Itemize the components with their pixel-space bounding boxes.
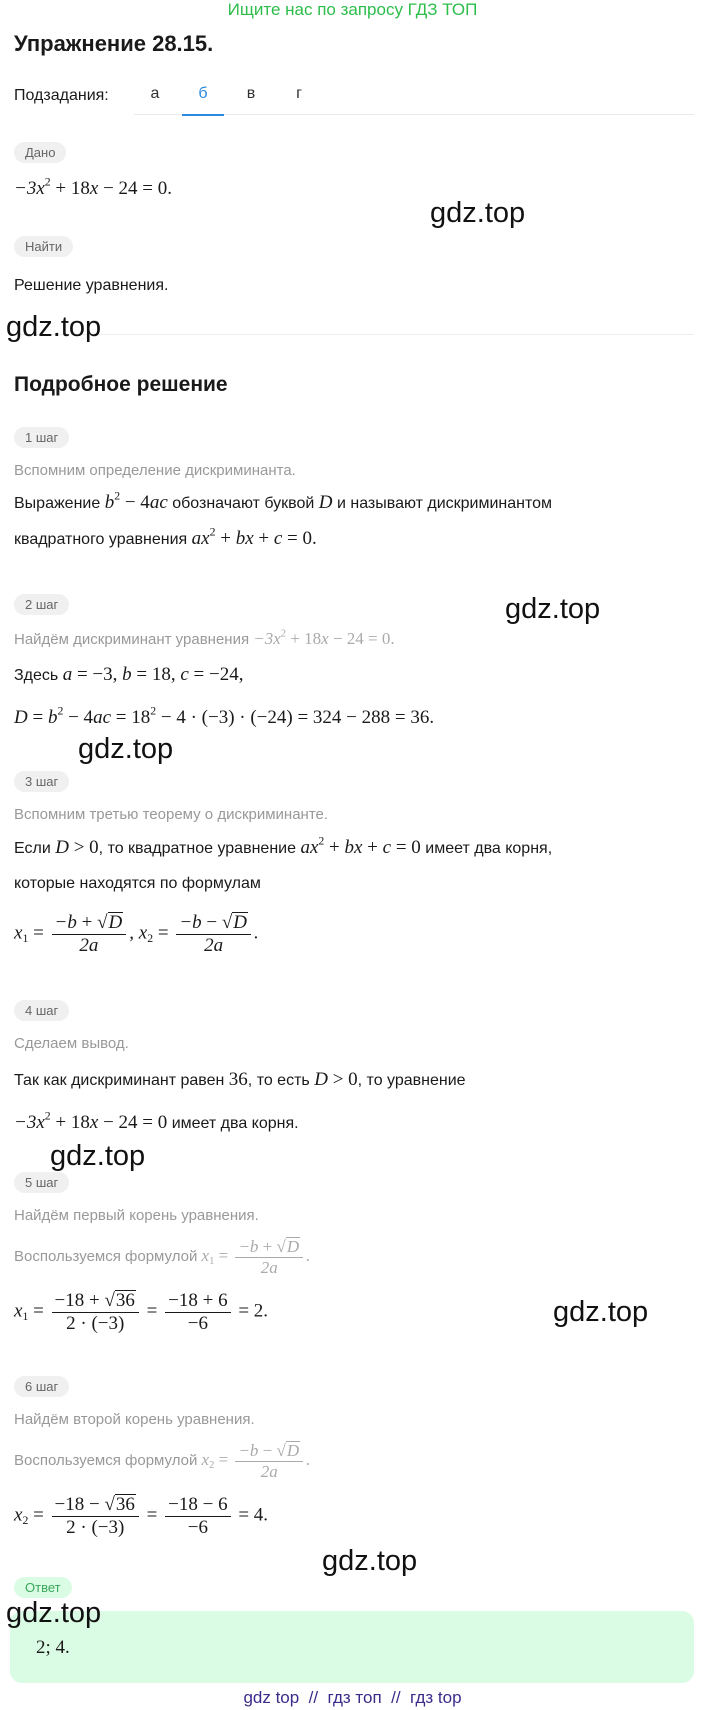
step-6-calculation: $x_2$ = $\frac{-18 - √36}{2 \cdot (-3)}$ = $\frac{-18 - 6}{-6}$ = 4. <box>14 1494 269 1538</box>
step-3-badge: 3 шаг <box>14 771 69 792</box>
tab-b[interactable]: б <box>182 85 224 103</box>
tab-g[interactable]: г <box>296 85 302 102</box>
step-2-note: Найдём дискриминант уравнения $-3x^2 + 18x - 24 = 0$. <box>14 628 395 648</box>
watermark: gdz.top <box>50 1140 146 1172</box>
solution-heading: Подробное решение <box>14 373 228 396</box>
find-text: Решение уравнения. <box>14 277 169 294</box>
watermark: gdz.top <box>322 1545 418 1577</box>
subtasks-tabs <box>134 76 694 115</box>
watermark: gdz.top <box>553 1296 649 1328</box>
step-2-coefficients: Здесь a = −3, b = 18, c = −24, <box>14 664 244 685</box>
subtasks-label: Подзадания: <box>14 87 109 104</box>
step-3-line-1: Если D > 0, то квадратное уравнение $ax^2$ + bx + c = 0 имеет два корня, <box>14 834 553 858</box>
find-badge: Найти <box>14 236 73 257</box>
step-4-badge: 4 шаг <box>14 1000 69 1021</box>
step-1-line-1: Выражение $b^2 - 4ac$ обозначают буквой D и называют дискриминантом <box>14 489 553 513</box>
watermark: gdz.top <box>78 733 174 765</box>
watermark: gdz.top <box>430 197 526 229</box>
step-4-note: Сделаем вывод. <box>14 1035 129 1052</box>
step-5-note: Найдём первый корень уравнения. <box>14 1207 259 1224</box>
given-equation: $-3x^2 + 18x - 24 = 0$. <box>14 175 172 199</box>
step-1-line-2: квадратного уравнения $ax^2$ + bx + c = 0. <box>14 525 317 549</box>
tab-a[interactable]: а <box>150 85 160 102</box>
step-3-note: Вспомним третью теорему о дискриминанте. <box>14 806 329 823</box>
step-6-badge: 6 шаг <box>14 1376 69 1397</box>
footer-links[interactable]: gdz top // гдз топ // гдз top <box>243 1688 462 1707</box>
step-4-line-1: Так как дискриминант равен 36, то есть D > 0, то уравнение <box>14 1069 466 1090</box>
top-banner[interactable]: Ищите нас по запросу ГДЗ ТОП <box>227 0 478 19</box>
step-2-discriminant: $D = b^2 - 4ac = 18^2 - 4 \cdot (-3) \cdot (-24) = 324 - 288 = 36$. <box>14 704 435 728</box>
step-2-badge: 2 шаг <box>14 594 69 615</box>
watermark: gdz.top <box>505 593 601 625</box>
step-5-formula-hint: Воспользуемся формулой $x_1$ = $\frac{-b + √D}{2a}$ . <box>14 1237 311 1277</box>
step-3-line-2: которые находятся по формулам <box>14 875 261 892</box>
step-6-formula-hint: Воспользуемся формулой $x_2$ = $\frac{-b - √D}{2a}$ . <box>14 1441 311 1481</box>
step-5-calculation: $x_1$ = $\frac{-18 + √36}{2 \cdot (-3)}$ = $\frac{-18 + 6}{-6}$ = 2. <box>14 1290 269 1334</box>
answer-badge: Ответ <box>14 1577 72 1598</box>
watermark: gdz.top <box>6 311 102 343</box>
tab-v[interactable]: в <box>246 85 256 102</box>
divider <box>14 334 694 335</box>
step-1-note: Вспомним определение дискриминанта. <box>14 462 296 479</box>
step-1-badge: 1 шаг <box>14 427 69 448</box>
step-3-root-formulas: $x_1$ = $\frac{-b + √D}{2a}$ , $x_2$ = $\frac{-b - √D}{2a}$ . <box>14 912 259 956</box>
watermark: gdz.top <box>6 1597 102 1629</box>
step-4-line-2: $-3x^2 + 18x - 24 = 0$ имеет два корня. <box>14 1109 299 1133</box>
step-5-badge: 5 шаг <box>14 1172 69 1193</box>
page-title: Упражнение 28.15. <box>14 31 214 56</box>
step-6-note: Найдём второй корень уравнения. <box>14 1411 255 1428</box>
given-badge: Дано <box>14 142 66 163</box>
answer-box <box>10 1611 694 1683</box>
answer-value: 2; 4. <box>36 1637 70 1658</box>
